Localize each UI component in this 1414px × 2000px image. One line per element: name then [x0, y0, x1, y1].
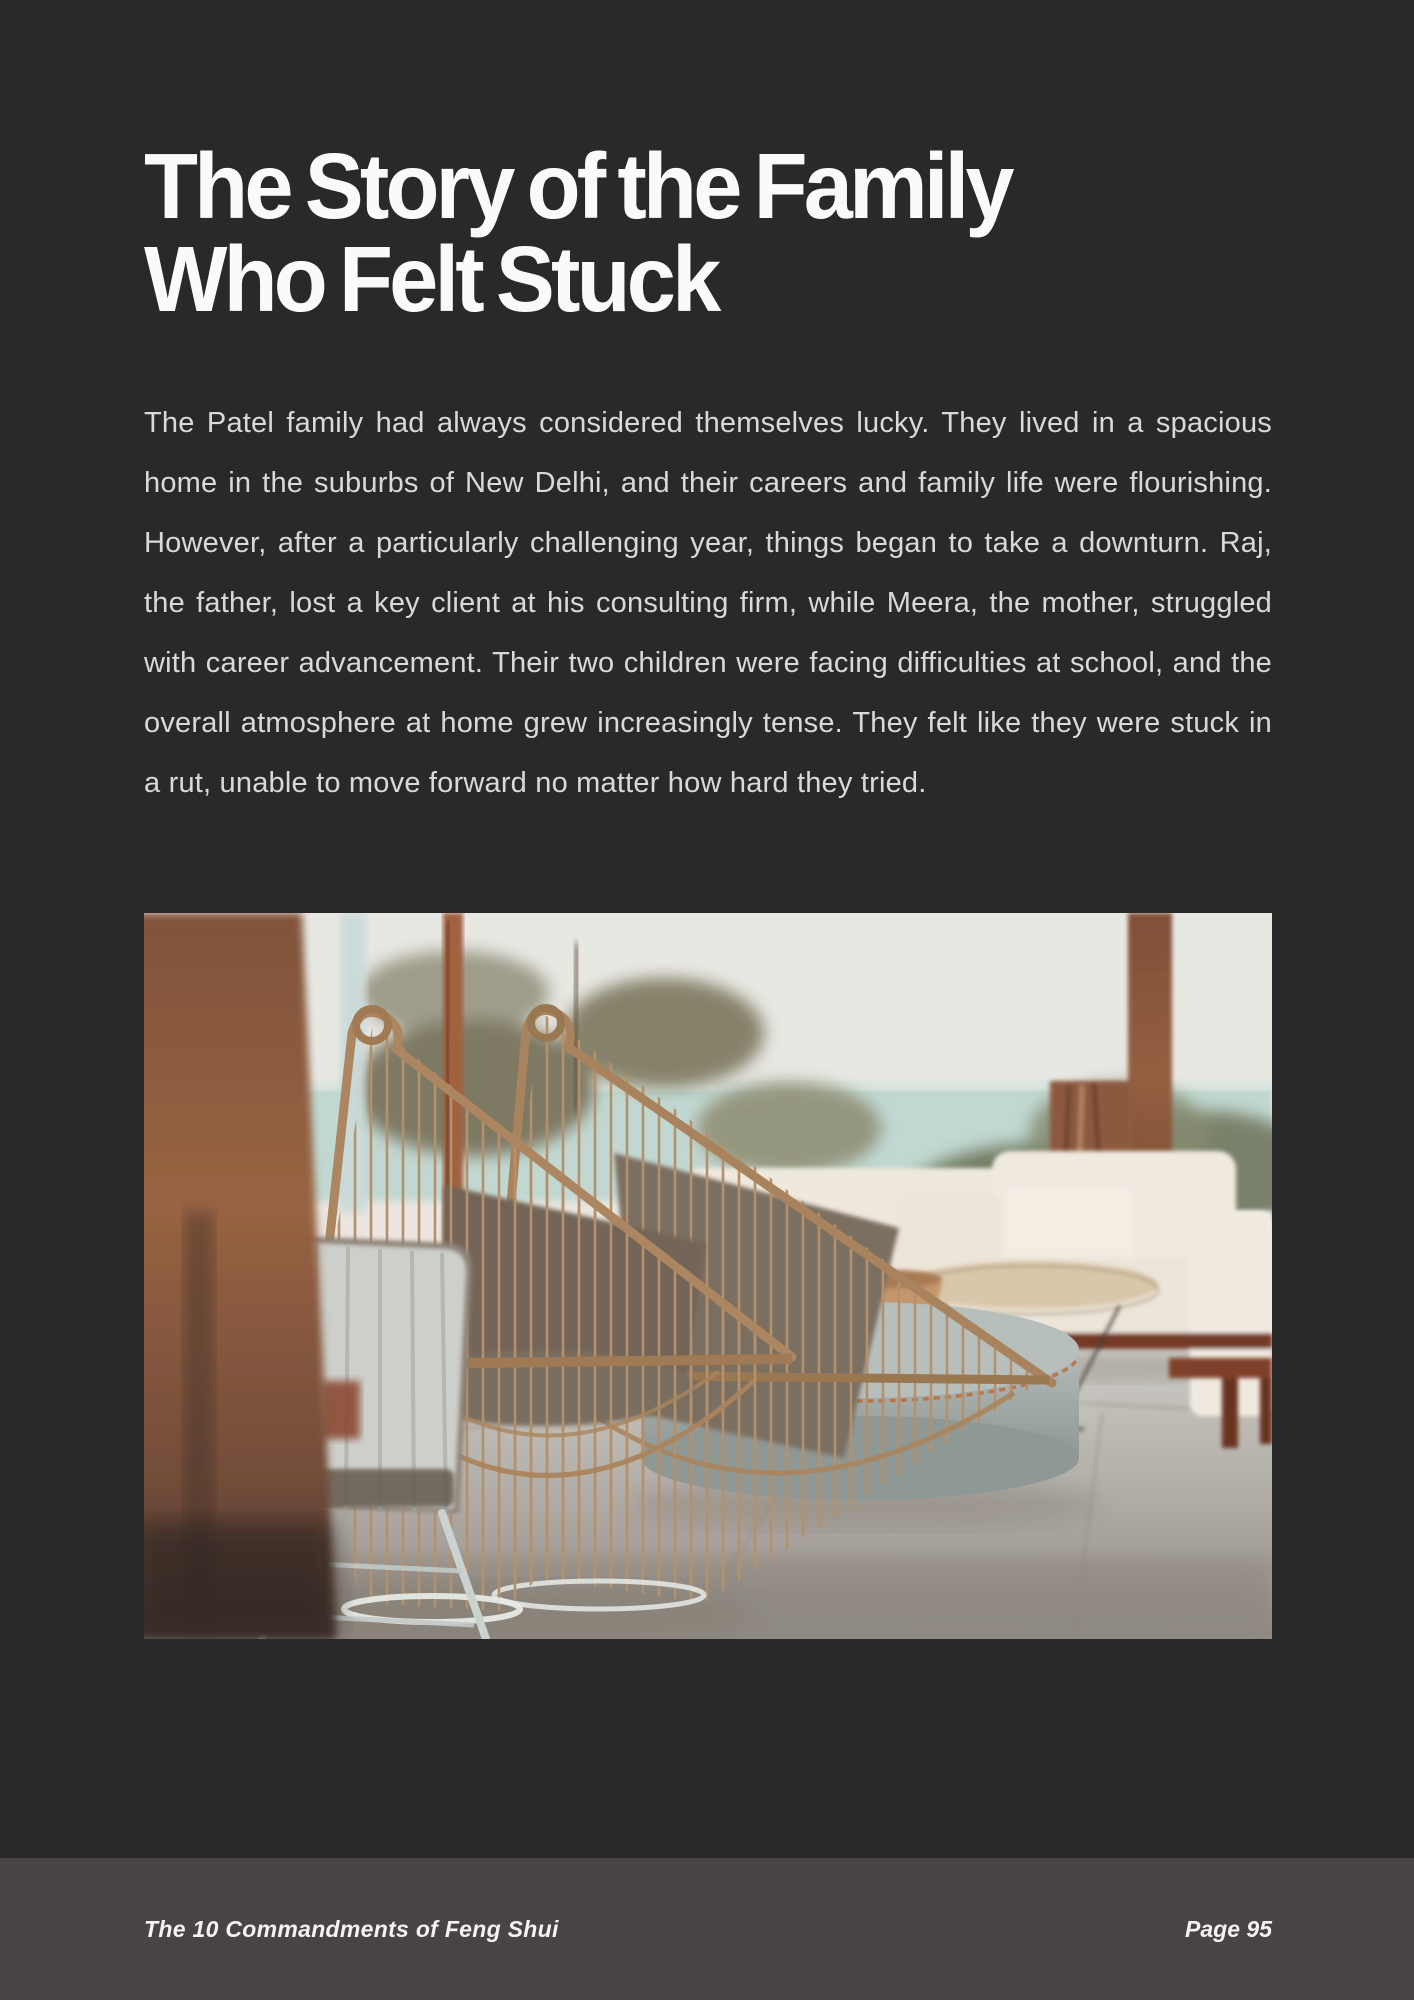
body-paragraph: The Patel family had always considered themselves lucky. They lived in a spacious home in the suburbs of New Delhi, and their careers and family life were flourishing. However, after a particularly challenging year, things began to take a downturn. Raj, the father, lost a key client at his consulting firm, while Meera, the mother, struggled with career advancement. Their two children were facing difficulties at school, and the overall atmosphere at home grew increasingly tense. They felt like they were stuck in a rut, unable to move forward no matter how hard they tried.: [144, 407, 1272, 800]
page-footer: [0, 1858, 1414, 2000]
page-title-line-1: The Story of the Family: [144, 134, 1011, 238]
page-title: [144, 134, 1216, 331]
lounge-photo: [144, 913, 1272, 1639]
lounge-photo-svg: [144, 913, 1272, 1639]
footer-page-number: Page 95: [1185, 1915, 1272, 1942]
footer-book-title: The 10 Commandments of Feng Shui: [144, 1915, 559, 1942]
page-title-line-2: Who Felt Stuck: [144, 226, 718, 331]
photo-warm-overlay: [144, 913, 1272, 1639]
